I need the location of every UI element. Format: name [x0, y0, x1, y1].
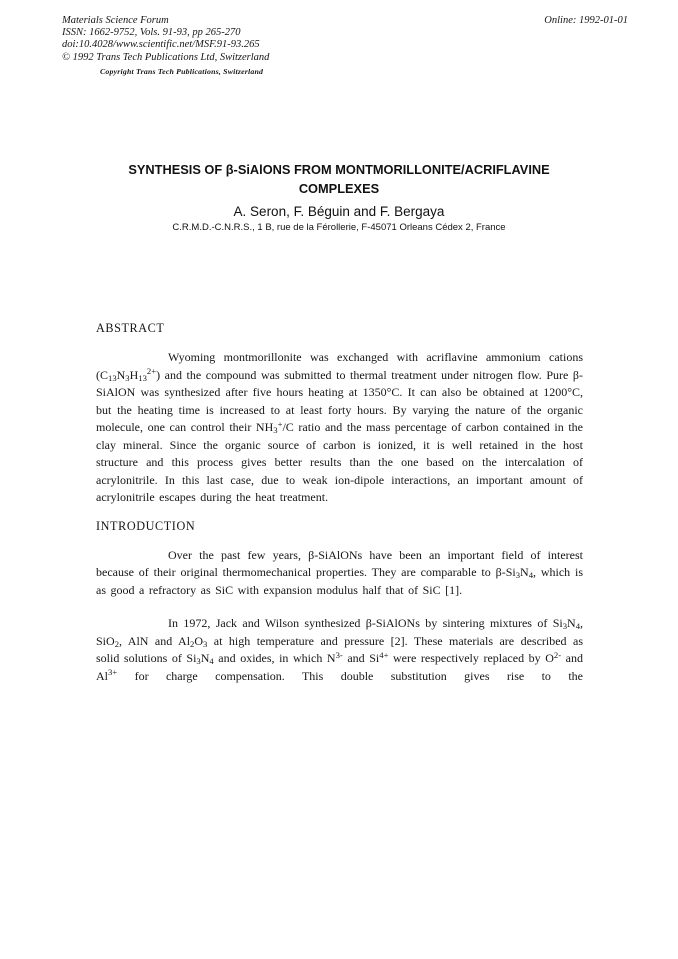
introduction-paragraph-1: Over the past few years, β-SiAlONs have been an important field of interest because of their original thermomechanical properties. They are comparable to $\beta-Si_3N_4$, which is as good a refractory as SiC with expansion modulus half that of SiC [1]. [96, 547, 583, 597]
abstract-paragraph: Wyoming montmorillonite was exchanged with acriflavine ammonium cations $(C_{13}N_3H_{13}^{2+})$ and the compound was submitted to thermal treatment under nitrogen flow. Pure β-SiAlON was synthesized after five hours heating at 1350°C. It can also be obtained at 1200°C, but the heating time is increased to at least forty hours. By varying the nature of the organic molecule, one can control their $NH_3^+/C$ ratio and the mass percentage of carbon contained in the clay mineral. Since the organic source of carbon is ionized, it is well retained in the host structure and this process gives better results than the one based on the intercalation of acrylonitrile. In this last case, due to weak ion-dipole interactions, an important amount of acrylonitrile escapes during the heat treatment. [96, 350, 583, 505]
paper-title-line2: COMPLEXES [298, 181, 380, 197]
journal-copyright-small: Copyright Trans Tech Publications, Switzerland [100, 66, 264, 76]
journal-issn-line: ISSN: 1662-9752, Vols. 91-93, pp 265-270 [62, 27, 241, 39]
introduction-heading: INTRODUCTION [96, 518, 196, 533]
introduction-paragraph-2: In 1972, Jack and Wilson synthesized β-SiAlONs by sintering mixtures of $Si_3N_4$, SiO$_2$, AlN and $Al_2O_3$ at high temperature and pressure [2]. These materials are described as solid solutions of $Si_3N_4$ and oxides, in which $N^{3-}$ and $Si^{4+}$ were respectively replaced by $O^{2-}$ and $Al^{3+}$ for charge compensation. This double substitution gives rise to the [96, 616, 583, 683]
affiliation-line: C.R.M.D.-C.N.R.S., 1 B, rue de la Férollerie, F-45071 Orleans Cédex 2, France [172, 222, 506, 234]
journal-title: Materials Science Forum [62, 15, 169, 26]
paper-title-line1: SYNTHESIS OF β-SiAlONS FROM MONTMORILLONITE/ACRIFLAVINE [128, 162, 550, 178]
journal-copyright-line: © 1992 Trans Tech Publications Ltd, Switzerland [62, 51, 270, 63]
paper-title [70, 160, 608, 198]
authors-line: A. Seron, F. Béguin and F. Bergaya [233, 204, 445, 220]
journal-header [0, 0, 678, 78]
journal-meta [62, 15, 269, 78]
abstract-heading: ABSTRACT [96, 321, 165, 336]
online-date: Online: 1992-01-01 [544, 15, 628, 26]
journal-doi-line: doi:10.4028/www.scientific.net/MSF.91-93.265 [62, 39, 260, 51]
